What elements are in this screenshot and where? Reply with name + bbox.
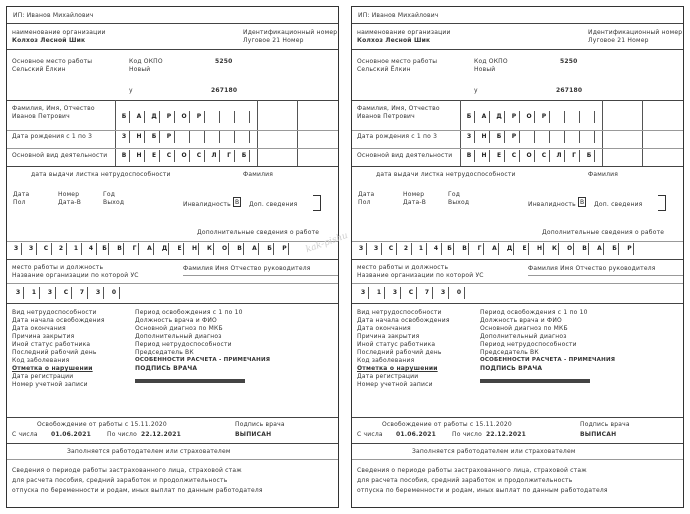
tax-value: Луговое 21 Номер — [243, 37, 304, 44]
small-col-value: Дата-В — [58, 199, 82, 206]
left-list-bold: Отметка о нарушении — [357, 365, 438, 372]
right-list-item: Председатель ВК — [135, 349, 194, 356]
long-cell: О — [566, 243, 574, 255]
date-right: ВЫПИСАН — [580, 431, 617, 438]
code-label: Код ОКПО — [474, 58, 508, 65]
long-cell: С — [41, 243, 52, 255]
long-cell: Е — [176, 243, 184, 255]
long-cell: В — [581, 243, 589, 255]
mid-label: место работы и должность — [357, 264, 449, 271]
left-list-bold: Отметка о нарушении — [12, 365, 93, 372]
code-value: 5250 — [215, 58, 233, 65]
small-col-label: Год — [448, 191, 461, 198]
org-label: наименование организации — [12, 29, 106, 36]
disabled-box[interactable]: В — [234, 199, 240, 206]
grid-cell: А — [479, 111, 490, 123]
grid-cell — [524, 131, 535, 143]
right-list-item: Период освобождения с 1 по 10 — [135, 309, 243, 316]
code-sub: Новый — [129, 66, 151, 73]
divider — [7, 166, 338, 167]
long-cell: А — [596, 243, 604, 255]
divider — [352, 130, 683, 131]
long-cell: Б — [446, 243, 454, 255]
divider — [7, 148, 338, 149]
left-list-item: Иной статус работника — [357, 341, 436, 348]
grid-cell: Л — [554, 150, 565, 162]
grid-cell: Б — [239, 150, 250, 162]
long-cell: З — [11, 243, 22, 255]
small-col-value: Выход — [448, 199, 470, 206]
employer-value: Сельский Ёлкин — [357, 66, 411, 73]
extra-box[interactable] — [313, 195, 321, 211]
grid-cell: Г — [224, 150, 235, 162]
work-label: дата выдачи листка нетрудоспособности — [376, 171, 516, 178]
work-label: дата выдачи листка нетрудоспособности — [31, 171, 171, 178]
grid-cell: Р — [509, 131, 520, 143]
right-list-item: Дополнительный диагноз — [480, 333, 567, 340]
divider — [7, 49, 338, 50]
grid-cell — [224, 131, 235, 143]
sub-label: Дополнительные сведения о работе — [542, 229, 665, 236]
divider — [7, 100, 338, 101]
footer-line: для расчета пособия, средний заработок и продолжительность — [12, 477, 228, 484]
mid-cell: 0 — [109, 287, 120, 299]
code-label: Код ОКПО — [129, 58, 163, 65]
grid-cell: Е — [149, 150, 160, 162]
long-cell: Д — [506, 243, 514, 255]
grid-cell: Д — [149, 111, 160, 123]
sick-leave-form-left — [6, 6, 339, 508]
grid-cell — [209, 111, 220, 123]
long-cell: К — [551, 243, 559, 255]
extra-label: Доп. сведения — [594, 201, 643, 208]
form-header: ИП: Иванов Михайлович — [13, 12, 94, 19]
long-cell: Р — [281, 243, 289, 255]
divider — [352, 283, 683, 284]
surname-label: Фамилия, Имя, Отчество — [12, 105, 95, 112]
footer-header: Заполняется работодателем или страхователем — [412, 448, 576, 455]
grid-cell: В — [119, 150, 130, 162]
divider — [352, 23, 683, 24]
long-cell: 2 — [401, 243, 412, 255]
long-cell: З — [356, 243, 367, 255]
work-right: Фамилия — [243, 171, 274, 178]
long-cell: Г — [476, 243, 484, 255]
mid-cell: З — [13, 287, 24, 299]
divider — [7, 283, 338, 284]
code-sub: Новый — [474, 66, 496, 73]
left-list-item: Причина закрытия — [357, 333, 420, 340]
row-label: Дата рождения с 1 по 3 — [12, 133, 93, 140]
footer-line: для расчета пособия, средний заработок и продолжительность — [357, 477, 573, 484]
small-col-label: Дата — [13, 191, 30, 198]
surname-sub: Иванов Петрович — [12, 113, 70, 120]
date-from-label: С числа — [12, 431, 38, 438]
long-cell: 1 — [416, 243, 427, 255]
grid-cell — [554, 111, 565, 123]
long-cell: Р — [626, 243, 634, 255]
org-name: Колхоз Лесной Шик — [12, 37, 86, 44]
reg-number: 267180 — [556, 87, 583, 94]
form-header: ИП: Иванов Михайлович — [358, 12, 439, 19]
divider — [352, 166, 683, 167]
grid-cell: Н — [134, 150, 145, 162]
long-cell: Б — [101, 243, 109, 255]
grid-divider — [642, 100, 643, 166]
dates-label: Освобождение от работы с 15.11.2020 — [382, 421, 512, 428]
mid-cell: З — [438, 287, 449, 299]
grid-cell: В — [464, 150, 475, 162]
grid-divider — [297, 100, 298, 166]
left-list-item: Последний рабочий день — [357, 349, 442, 356]
code-value: 5250 — [560, 58, 578, 65]
left-list-item: Вид нетрудоспособности — [12, 309, 97, 316]
right-list-item: Дополнительный диагноз — [135, 333, 222, 340]
long-cell: В — [461, 243, 469, 255]
long-cell: Н — [536, 243, 544, 255]
grid-cell — [554, 131, 565, 143]
divider — [352, 241, 683, 242]
divider — [352, 459, 683, 460]
grid-cell — [584, 111, 595, 123]
divider — [352, 303, 683, 304]
divider — [352, 443, 683, 444]
divider — [7, 241, 338, 242]
footer-line: Сведения о периоде работы застрахованного лица, страховой стаж — [357, 467, 587, 474]
long-cell: А — [251, 243, 259, 255]
small-col-label: Год — [103, 191, 116, 198]
grid-cell: С — [509, 150, 520, 162]
divider — [7, 417, 338, 418]
footer-line: отпуска по беременности и родам, иных выплат по данным работодателя — [357, 487, 608, 494]
mid-cell: 1 — [374, 287, 385, 299]
long-cell: А — [491, 243, 499, 255]
left-list-item: Код заболевания — [357, 357, 415, 364]
mid-label-2: Название организации по которой УС — [12, 272, 139, 279]
divider — [7, 443, 338, 444]
grid-cell: Р — [509, 111, 520, 123]
grid-divider — [602, 100, 603, 166]
tax-label: Идентификационный номер — [588, 29, 683, 36]
date-to: 22.12.2021 — [486, 431, 526, 438]
grid-cell: Г — [569, 150, 580, 162]
right-list-item: Председатель ВК — [480, 349, 539, 356]
right-list-item: Должность врача и ФИО — [480, 317, 562, 324]
mid-right: Фамилия Имя Отчество руководителя — [528, 265, 656, 272]
grid-cell: С — [539, 150, 550, 162]
grid-cell — [194, 131, 205, 143]
grid-cell: Б — [464, 111, 475, 123]
left-list-item: Код заболевания — [12, 357, 70, 364]
grid-cell — [224, 111, 235, 123]
grid-cell: Е — [494, 150, 505, 162]
mid-cell: З — [93, 287, 104, 299]
grid-cell — [239, 131, 250, 143]
employer-label: Основное место работы — [357, 58, 438, 65]
left-list-item: Дата окончания — [357, 325, 411, 332]
tax-value: Луговое 21 Номер — [588, 37, 649, 44]
extra-label: Доп. сведения — [249, 201, 298, 208]
right-list-item: Период освобождения с 1 по 10 — [480, 309, 588, 316]
grid-cell: Б — [149, 131, 160, 143]
date-from: 01.06.2021 — [396, 431, 436, 438]
grid-cell: З — [464, 131, 475, 143]
divider — [352, 148, 683, 149]
date-to: 22.12.2021 — [141, 431, 181, 438]
long-cell: В — [236, 243, 244, 255]
right-list-item: Основной диагноз по МКБ — [135, 325, 223, 332]
dates-label: Освобождение от работы с 15.11.2020 — [37, 421, 167, 428]
long-cell: Б — [611, 243, 619, 255]
long-cell: 2 — [56, 243, 67, 255]
long-cell: З — [371, 243, 382, 255]
date-to-label: По число — [452, 431, 482, 438]
long-cell: Д — [161, 243, 169, 255]
left-list-item: Причина закрытия — [12, 333, 75, 340]
divider — [7, 459, 338, 460]
mid-cell: З — [358, 287, 369, 299]
grid-cell — [584, 131, 595, 143]
y-mark: у — [474, 87, 478, 94]
tax-label: Идентификационный номер — [243, 29, 338, 36]
row-label: Основной вид деятельности — [12, 152, 108, 159]
watermark: kak-pishu — [304, 230, 350, 256]
grid-divider — [460, 100, 461, 166]
divider — [7, 130, 338, 131]
date-from-label: С числа — [357, 431, 383, 438]
left-list-item: Дата начала освобождения — [12, 317, 105, 324]
long-cell: О — [221, 243, 229, 255]
divider — [528, 275, 683, 276]
sick-leave-form-right — [351, 6, 684, 508]
divider — [352, 417, 683, 418]
left-list-item: Дата окончания — [12, 325, 66, 332]
grid-cell: Б — [494, 131, 505, 143]
grid-cell: С — [164, 150, 175, 162]
mid-cell: С — [406, 287, 417, 299]
right-bold-1: ОСОБЕННОСТИ РАСЧЕТА - ПРИМЕЧАНИЯ — [480, 357, 616, 363]
grid-cell: Р — [194, 111, 205, 123]
mid-label: место работы и должность — [12, 264, 104, 271]
row-label: Основной вид деятельности — [357, 152, 453, 159]
long-cell: З — [26, 243, 37, 255]
grid-cell: Б — [584, 150, 595, 162]
mid-cell: 3 — [45, 287, 56, 299]
right-bold-2: ПОДПИСЬ ВРАЧА — [135, 365, 198, 372]
mid-label-2: Название организации по которой УС — [357, 272, 484, 279]
dates-label-r: Подпись врача — [235, 421, 285, 428]
grid-cell — [209, 131, 220, 143]
right-list-item: Основной диагноз по МКБ — [480, 325, 568, 332]
grid-cell: О — [179, 150, 190, 162]
grid-cell: Л — [209, 150, 220, 162]
left-list-item: Вид нетрудоспособности — [357, 309, 442, 316]
grid-cell — [569, 111, 580, 123]
long-cell: Б — [266, 243, 274, 255]
redaction-bar — [480, 379, 590, 383]
long-cell: В — [116, 243, 124, 255]
grid-cell — [239, 111, 250, 123]
grid-cell: О — [524, 111, 535, 123]
divider — [7, 259, 338, 260]
left-list-tail: Дата регистрации — [357, 373, 419, 380]
divider — [7, 23, 338, 24]
mid-cell: С — [61, 287, 72, 299]
grid-cell: З — [119, 131, 130, 143]
left-list-tail: Дата регистрации — [12, 373, 74, 380]
org-label: наименование организации — [357, 29, 451, 36]
org-name: Колхоз Лесной Шик — [357, 37, 431, 44]
grid-cell — [179, 131, 190, 143]
divider — [7, 303, 338, 304]
left-list-item: Последний рабочий день — [12, 349, 97, 356]
right-list-item: Период нетрудоспособности — [480, 341, 577, 348]
left-list-tail: Номер учетной записи — [357, 381, 433, 388]
sub-label: Дополнительные сведения о работе — [197, 229, 320, 236]
grid-cell: О — [524, 150, 535, 162]
date-from: 01.06.2021 — [51, 431, 91, 438]
divider — [352, 259, 683, 260]
surname-sub: Иванов Петрович — [357, 113, 415, 120]
small-col-value: Пол — [358, 199, 371, 206]
grid-cell: С — [194, 150, 205, 162]
long-cell: К — [206, 243, 214, 255]
small-col-label: Номер — [403, 191, 425, 198]
divider — [352, 49, 683, 50]
grid-divider — [257, 100, 258, 166]
grid-cell: А — [134, 111, 145, 123]
right-list-item: Период нетрудоспособности — [135, 341, 232, 348]
grid-cell: Д — [494, 111, 505, 123]
long-cell: 4 — [86, 243, 97, 255]
divider — [352, 100, 683, 101]
grid-cell: Н — [479, 131, 490, 143]
right-bold-2: ПОДПИСЬ ВРАЧА — [480, 365, 543, 372]
left-list-item: Иной статус работника — [12, 341, 91, 348]
mid-cell: 3 — [390, 287, 401, 299]
disabled-label: Инвалидность — [183, 201, 231, 208]
long-cell: Е — [521, 243, 529, 255]
long-cell: А — [146, 243, 154, 255]
mid-right: Фамилия Имя Отчество руководителя — [183, 265, 311, 272]
grid-cell: Р — [164, 131, 175, 143]
employer-label: Основное место работы — [12, 58, 93, 65]
mid-cell: 0 — [454, 287, 465, 299]
small-col-label: Дата — [358, 191, 375, 198]
small-col-value: Пол — [13, 199, 26, 206]
long-cell: 1 — [71, 243, 82, 255]
long-cell: С — [386, 243, 397, 255]
footer-line: отпуска по беременности и родам, иных выплат по данным работодателя — [12, 487, 263, 494]
long-cell: 4 — [431, 243, 442, 255]
dates-label-r: Подпись врача — [580, 421, 630, 428]
right-bold-1: ОСОБЕННОСТИ РАСЧЕТА - ПРИМЕЧАНИЯ — [135, 357, 271, 363]
long-cell: Н — [191, 243, 199, 255]
small-col-label: Номер — [58, 191, 80, 198]
mid-cell: 7 — [422, 287, 433, 299]
grid-cell: Р — [539, 111, 550, 123]
work-right: Фамилия — [588, 171, 619, 178]
date-right: ВЫПИСАН — [235, 431, 272, 438]
disabled-label: Инвалидность — [528, 201, 576, 208]
extra-box[interactable] — [658, 195, 666, 211]
row-label: Дата рождения с 1 по 3 — [357, 133, 438, 140]
reg-number: 267180 — [211, 87, 238, 94]
footer-header: Заполняется работодателем или страхователем — [67, 448, 231, 455]
y-mark: у — [129, 87, 133, 94]
disabled-box[interactable]: В — [579, 199, 585, 206]
long-cell: Г — [131, 243, 139, 255]
surname-label: Фамилия, Имя, Отчество — [357, 105, 440, 112]
footer-line: Сведения о периоде работы застрахованного лица, страховой стаж — [12, 467, 242, 474]
divider — [183, 275, 338, 276]
redaction-bar — [135, 379, 245, 383]
small-col-value: Выход — [103, 199, 125, 206]
grid-divider — [115, 100, 116, 166]
employer-value: Сельский Ёлкин — [12, 66, 66, 73]
mid-cell: 1 — [29, 287, 40, 299]
right-list-item: Должность врача и ФИО — [135, 317, 217, 324]
left-list-item: Дата начала освобождения — [357, 317, 450, 324]
grid-cell: Б — [119, 111, 130, 123]
date-to-label: По число — [107, 431, 137, 438]
mid-cell: 7 — [77, 287, 88, 299]
grid-cell: Н — [134, 131, 145, 143]
grid-cell: Р — [164, 111, 175, 123]
grid-cell: Н — [479, 150, 490, 162]
grid-cell — [569, 131, 580, 143]
left-list-tail: Номер учетной записи — [12, 381, 88, 388]
grid-cell: О — [179, 111, 190, 123]
small-col-value: Дата-В — [403, 199, 427, 206]
grid-cell — [539, 131, 550, 143]
